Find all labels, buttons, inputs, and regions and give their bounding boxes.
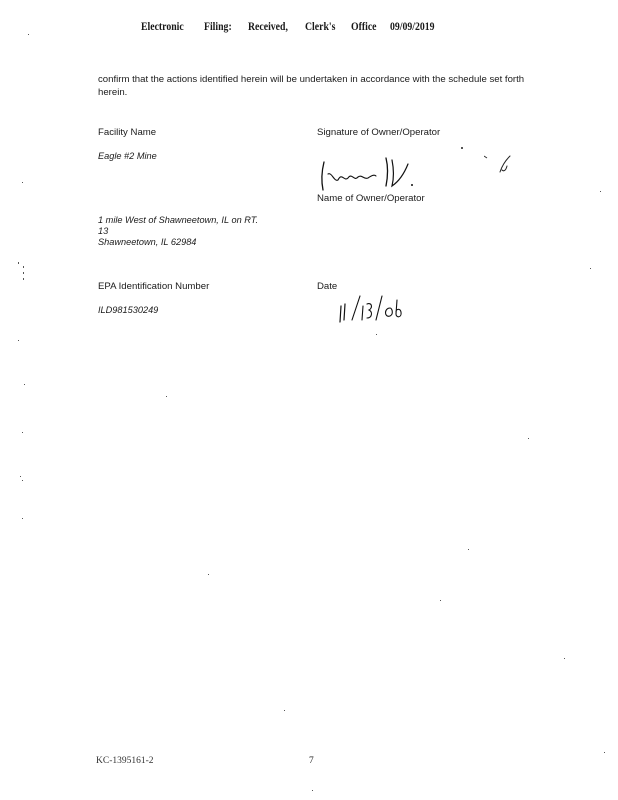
stamp-word-office: Office (351, 21, 377, 33)
page-number: 7 (309, 756, 314, 766)
facility-name-label: Facility Name (98, 127, 157, 138)
body-paragraph: confirm that the actions identified herein will be undertaken in accordance with the schedule set forth herein. (98, 74, 525, 98)
name-of-owner-label: Name of Owner/Operator (317, 193, 425, 204)
address-line-1: 1 mile West of Shawneetown, IL on RT. (98, 215, 259, 225)
address-line-2: 13 (98, 226, 109, 236)
stamp-word-received: Received, (248, 21, 288, 33)
epa-id-value: ILD981530249 (98, 305, 159, 315)
document-id: KC-1395161-2 (96, 756, 154, 766)
stamp-word-electronic: Electronic (141, 21, 184, 33)
address-line-3: Shawneetown, IL 62984 (98, 237, 197, 247)
epa-id-label: EPA Identification Number (98, 281, 210, 292)
stamp-date: 09/09/2019 (390, 21, 435, 33)
stamp-word-filing: Filing: (204, 21, 232, 33)
facility-name-value: Eagle #2 Mine (98, 151, 157, 161)
date-label: Date (317, 281, 338, 292)
signature-label: Signature of Owner/Operator (317, 127, 441, 138)
stamp-word-clerks: Clerk's (305, 21, 336, 33)
